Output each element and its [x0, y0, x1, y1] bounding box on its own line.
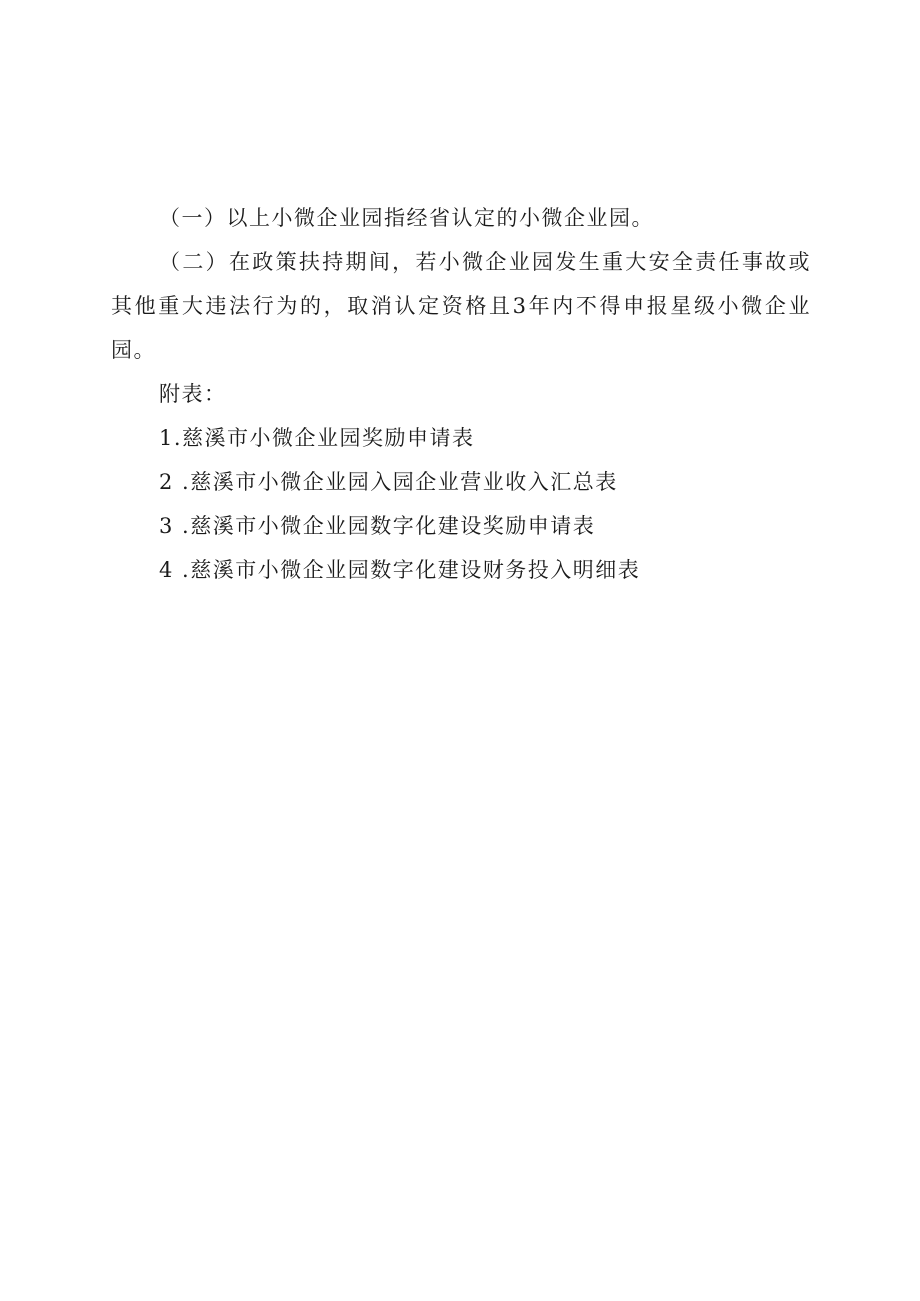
- attachments-label: 附表：: [159, 382, 227, 406]
- attachments-list: [111, 416, 811, 592]
- attachment-item-1: 1.慈溪市小微企业园奖励申请表: [159, 426, 475, 450]
- attachment-item-3: 3 .慈溪市小微企业园数字化建设奖励申请表: [159, 514, 596, 538]
- paragraph-note-2: （二）在政策扶持期间，若小微企业园发生重大安全责任事故或其他重大违法行为的，取消认定资格且3年内不得申报星级小微企业园。: [111, 250, 811, 362]
- attachment-item-4: 4 .慈溪市小微企业园数字化建设财务投入明细表: [159, 558, 641, 582]
- paragraph-note-1: （一）以上小微企业园指经省认定的小微企业园。: [159, 206, 654, 230]
- attachment-item-2: 2 .慈溪市小微企业园入园企业营业收入汇总表: [159, 470, 618, 494]
- document-body: [111, 196, 811, 592]
